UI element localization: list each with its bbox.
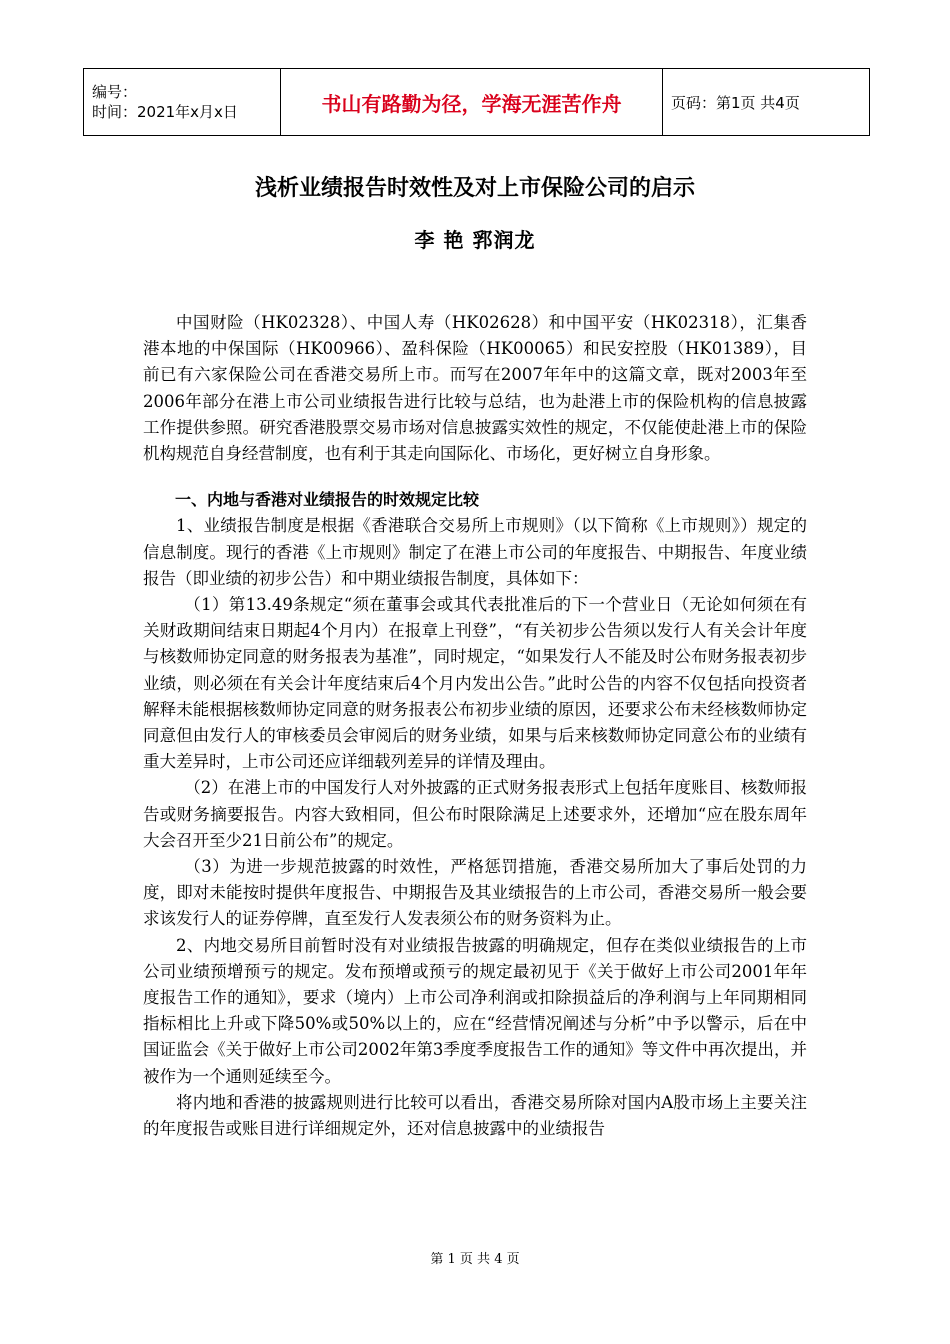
paragraph-6: 2、内地交易所目前暂时没有对业绩报告披露的明确规定，但存在类似业绩报告的上市公司业绩预增预亏的规定。发布预增或预亏的规定最初见于《关于做好上市公司2001年年度报告工作的通知》，要求（境内）上市公司净利润或扣除损益后的净利润与上年同期相同指标相比上升或下降50%或50%以上的，应在“经营情况阐述与分析”中予以警示，后在中国证监会《关于做好上市公司2002年第3季度季度报告工作的通知》等文件中再次提出，并被作为一个通则延续至今。 <box>143 935 807 1086</box>
section-heading-1: 一、内地与香港对业绩报告的时效规定比较 <box>175 490 480 510</box>
article-body <box>143 310 807 1142</box>
article-authors: 李 艳 郛润龙 <box>414 228 536 252</box>
paragraph-intro: 中国财险（HK02328）、中国人寿（HK02628）和中国平安（HK02318），汇集香港本地的中保国际（HK00966）、盈科保险（HK00065）和民安控股（HK01389），目前已有六家保险公司在香港交易所上市。而写在2007年年中的这篇文章，既对2003年至2006年部分在港上市公司业绩报告进行比较与总结，也为赴港上市的保险机构的信息披露工作提供参照。研究香港股票交易市场对信息披露实效性的规定，不仅能使赴港上市的保险机构规范自身经营制度，也有利于其走向国际化、市场化，更好树立自身形象。 <box>143 313 807 464</box>
document-header <box>83 68 870 136</box>
paragraph-5: （3）为进一步规范披露的时效性，严格惩罚措施，香港交易所加大了事后处罚的力度，即对未能按时提供年度报告、中期报告及其业绩报告的上市公司，香港交易所一般会要求该发行人的证券停牌，直至发行人发表须公布的财务资料为止。 <box>143 857 807 929</box>
header-page-info: 页码：第1页 共4页 <box>663 69 870 136</box>
document-time-label: 时间：2021年x月x日 <box>92 103 238 121</box>
paragraph-4: （2）在港上市的中国发行人对外披露的正式财务报表形式上包括年度账目、核数师报告或财务摘要报告。内容大致相同，但公布时限除满足上述要求外，还增加“应在股东周年大会召开至少21日前公布”的规定。 <box>143 778 807 850</box>
document-number-label: 编号： <box>92 83 138 101</box>
header-motto: 书山有路勤为径，学海无涯苦作舟 <box>281 69 663 136</box>
paragraph-7: 将内地和香港的披露规则进行比较可以看出，香港交易所除对国内A股市场上主要关注的年度报告或账目进行详细规定外，还对信息披露中的业绩报告 <box>143 1092 807 1139</box>
page-footer: 第 1 页 共 4 页 <box>430 1252 520 1267</box>
paragraph-2: 1、业绩报告制度是根据《香港联合交易所上市规则》（以下简称《上市规则》）规定的信息制度。现行的香港《上市规则》制定了在港上市公司的年度报告、中期报告、年度业绩报告（即业绩的初步公告）和中期业绩报告制度，具体如下： <box>143 516 807 588</box>
paragraph-3: （1）第13.49条规定“须在董事会或其代表批准后的下一个营业日（无论如何须在有关财政期间结束日期起4个月内）在报章上刊登”，“有关初步公告须以发行人有关会计年度与核数师协定同意的财务报表为基准”，同时规定，“如果发行人不能及时公布财务报表初步业绩，则必须在有关会计年度结束后4个月内发出公告。”此时公告的内容不仅包括向投资者解释未能根据核数师协定同意的财务报表公布初步业绩的原因，还要求公布未经核数师协定同意但由发行人的审核委员会审阅后的财务业绩，如果与后来核数师协定同意公布的业绩有重大差异时，上市公司还应详细载列差异的详情及理由。 <box>143 595 807 772</box>
article-title: 浅析业绩报告时效性及对上市保险公司的启示 <box>254 176 695 201</box>
header-meta-cell <box>84 69 281 136</box>
